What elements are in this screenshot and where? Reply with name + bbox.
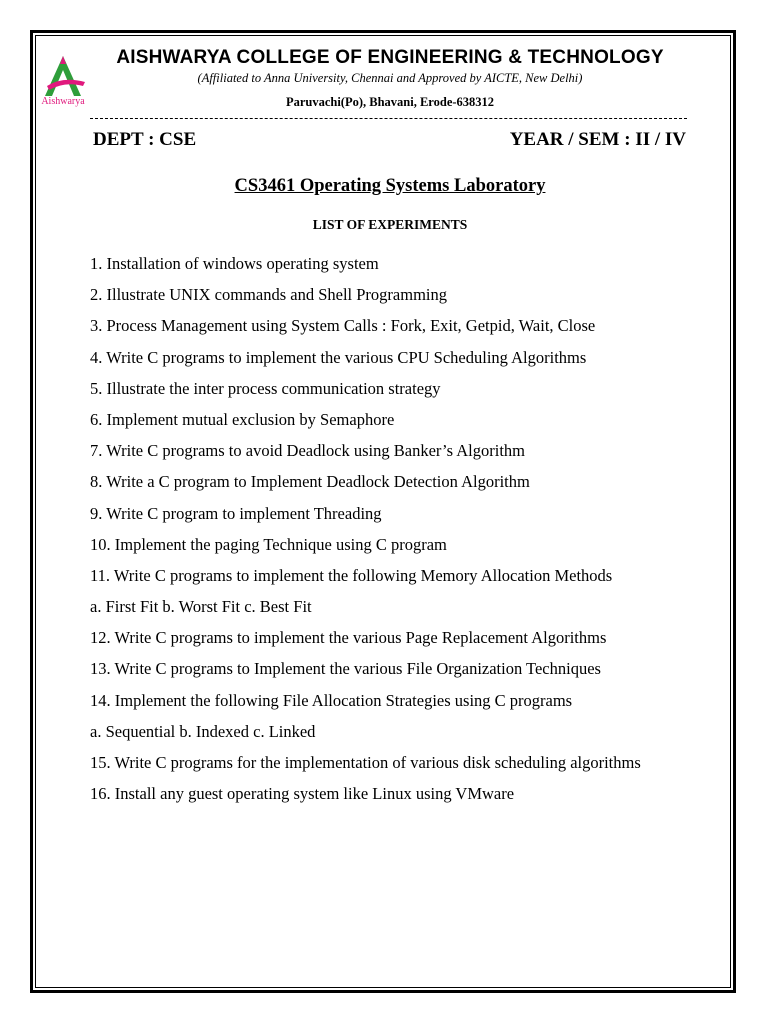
experiment-item: 2. Illustrate UNIX commands and Shell Programming [90,285,447,305]
experiment-subitem: a. Sequential b. Indexed c. Linked [90,721,316,741]
department-label: DEPT : CSE [93,129,197,150]
course-title: CS3461 Operating Systems Laboratory [234,176,546,196]
experiment-item: 3. Process Management using System Calls : Fork, Exit, Getpid, Wait, Close [90,316,596,336]
experiment-item: 6. Implement mutual exclusion by Semaphore [90,409,395,429]
experiment-item: 7. Write C programs to avoid Deadlock using Banker’s Algorithm [90,441,525,461]
experiment-item: 5. Illustrate the inter process communication strategy [90,378,441,398]
experiment-item: 13. Write C programs to Implement the various File Organization Techniques [90,659,601,679]
experiment-item: 12. Write C programs to implement the various Page Replacement Algorithms [90,628,607,648]
address-line: Paruvachi(Po), Bhavani, Erode-638312 [285,95,495,109]
experiment-item: 14. Implement the following File Allocation Strategies using C programs [90,690,573,710]
experiment-item: 9. Write C program to implement Threading [90,503,382,523]
experiment-item: 4. Write C programs to implement the various CPU Scheduling Algorithms [90,347,587,367]
experiment-item: 8. Write a C program to Implement Deadlock Detection Algorithm [90,472,530,492]
list-heading: LIST OF EXPERIMENTS [312,217,468,232]
experiment-item: 15. Write C programs for the implementation of various disk scheduling algorithms [90,753,641,772]
year-semester-label: YEAR / SEM : II / IV [509,129,686,150]
experiment-item: 1. Installation of windows operating system [90,254,379,273]
experiment-item: 10. Implement the paging Technique using C program [90,534,447,554]
experiment-subitem: a. First Fit b. Worst Fit c. Best Fit [90,597,312,617]
dashed-divider [90,118,687,119]
experiment-list [90,253,710,814]
experiment-item: 16. Install any guest operating system like Linux using VMware [90,784,515,804]
experiment-item: 11. Write C programs to implement the following Memory Allocation Methods [90,565,613,585]
college-name: AISHWARYA COLLEGE OF ENGINEERING & TECHNOLOGY [116,47,664,68]
logo-text: Aishwarya [41,96,85,107]
affiliation-line: (Affiliated to Anna University, Chennai and Approved by AICTE, New Delhi) [197,71,583,85]
